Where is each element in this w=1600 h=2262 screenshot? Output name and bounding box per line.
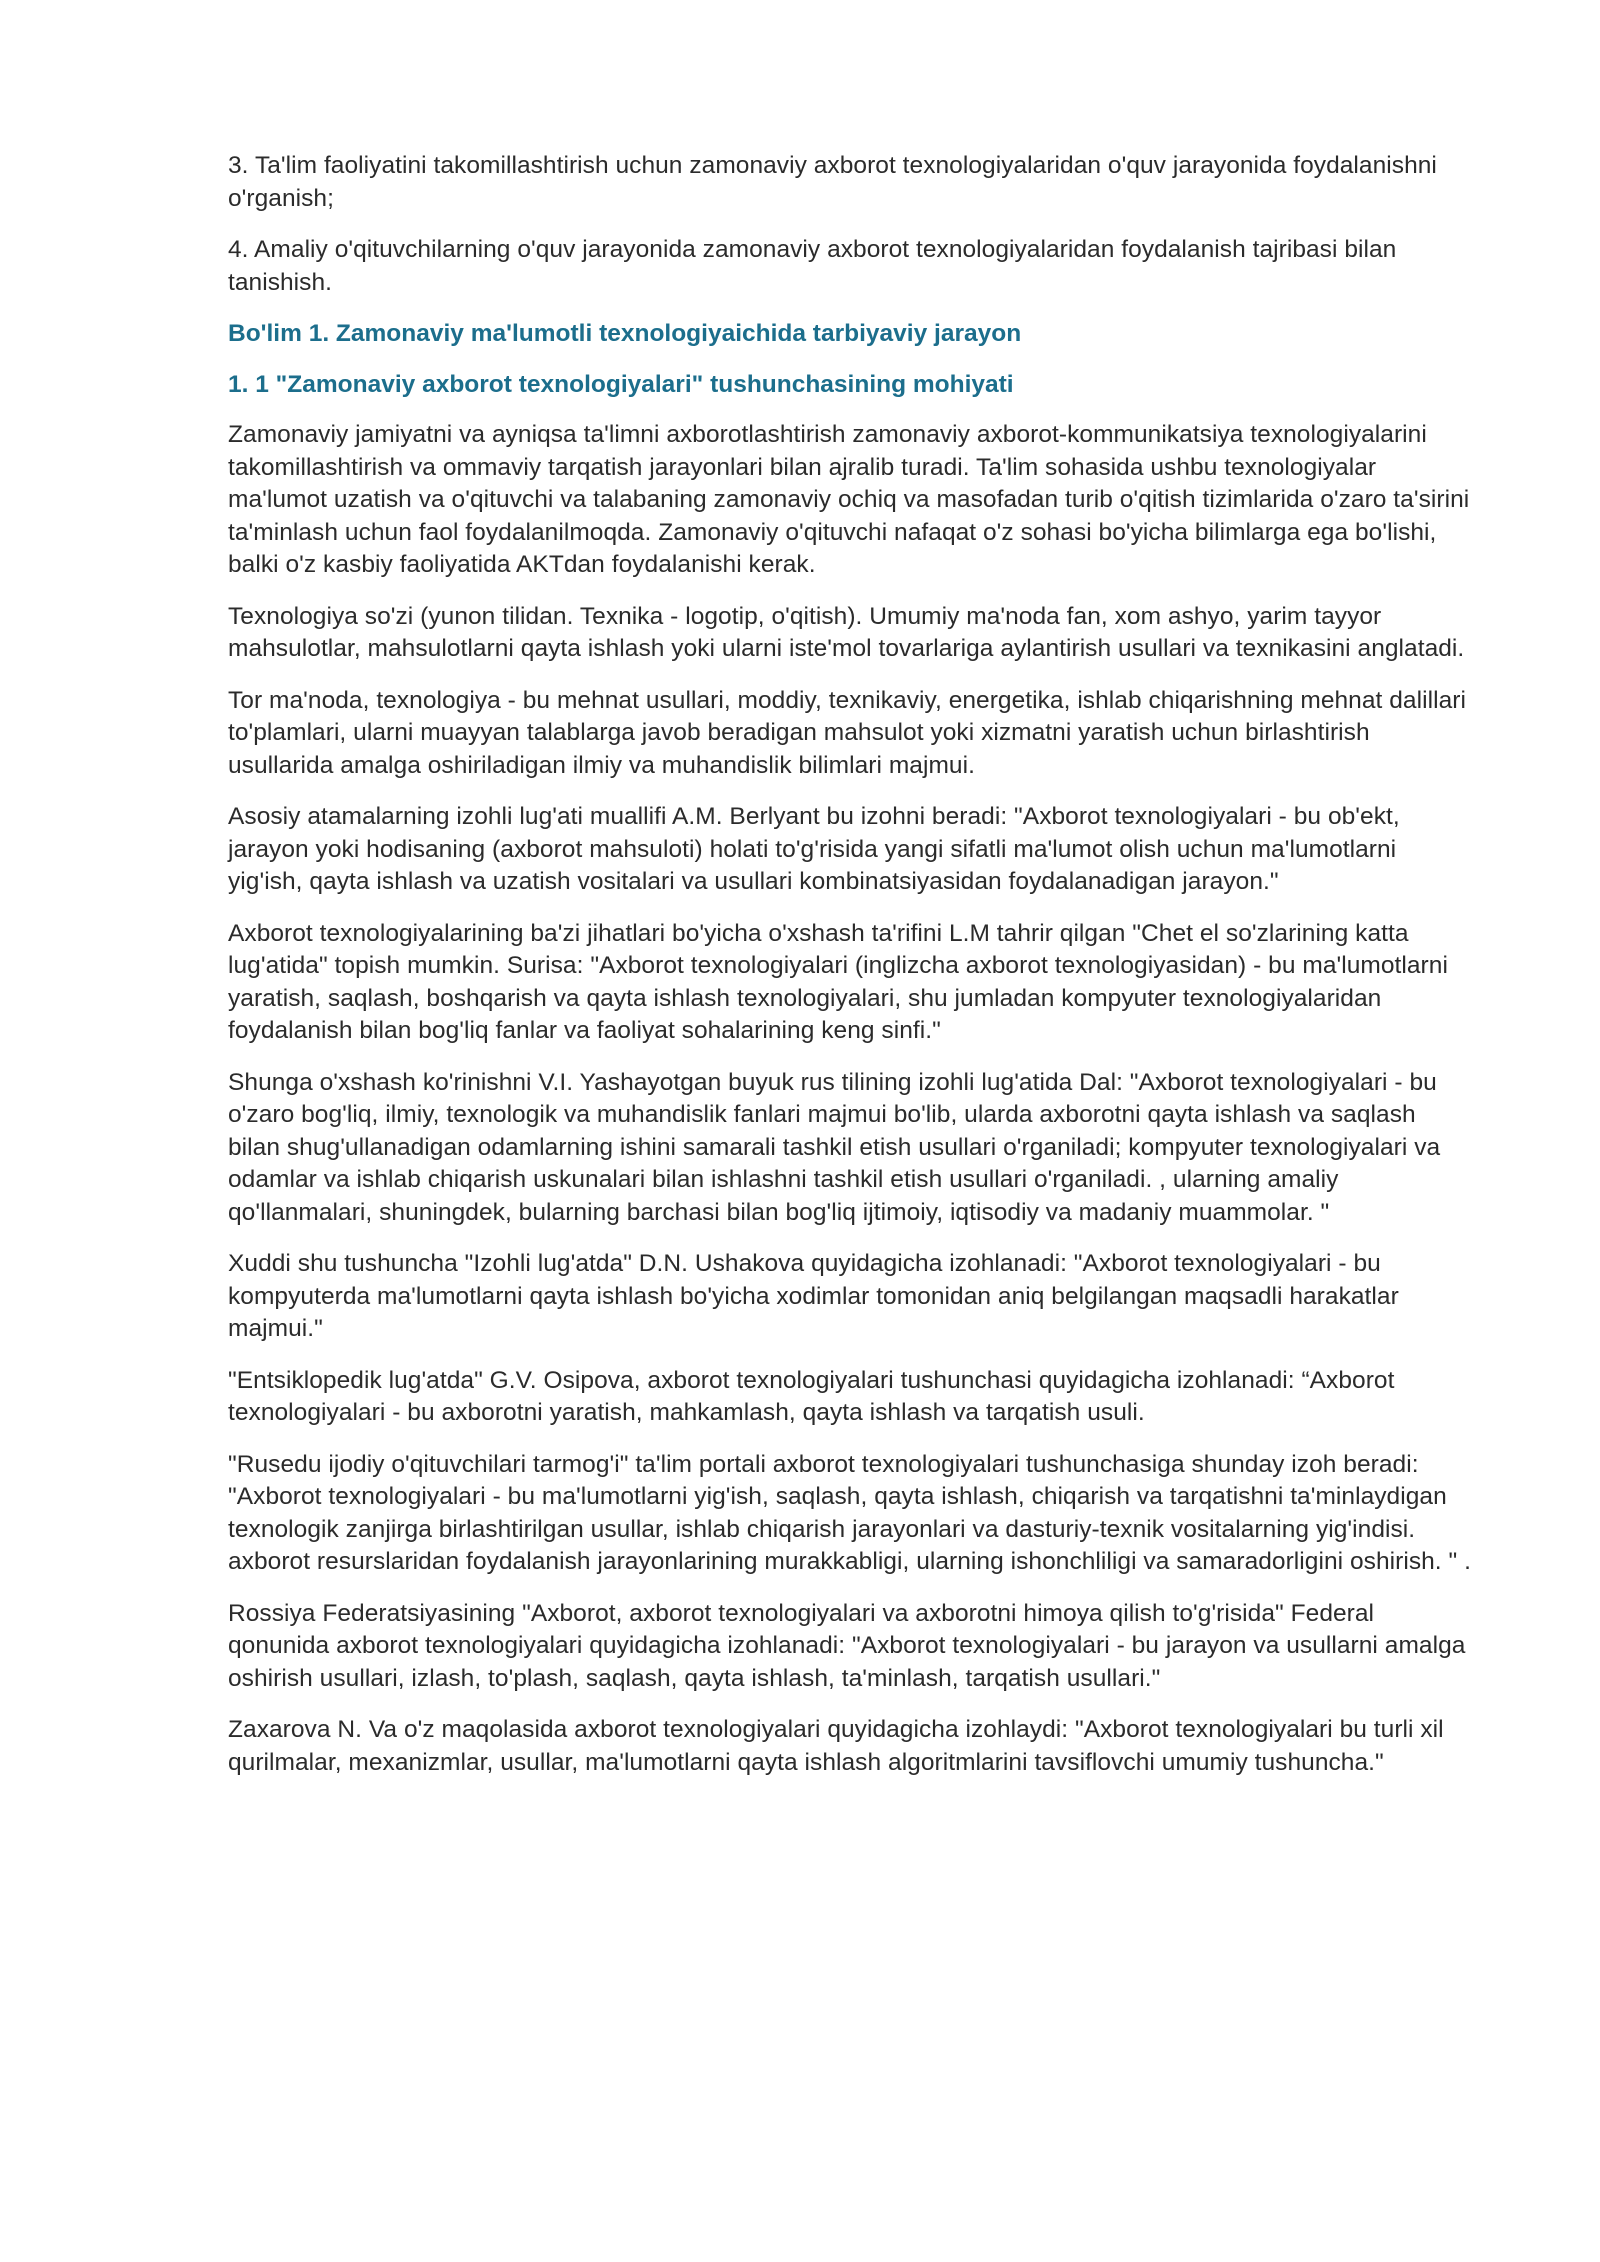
paragraph: Axborot texnologiyalarining ba'zi jihatlari bo'yicha o'xshash ta'rifini L.M tahrir qilgan "Chet el so'zlarining katta lug'atida" topish mumkin. Surisa: "Axborot texnologiyalari (inglizcha axborot texnologiyasidan) - bu ma'lumotlarni yaratish, saqlash, boshqarish va qayta ishlash texnologiyalari, shu jumladan kompyuter texnologiyalaridan foydalanish bilan bog'liq fanlar va faoliyat sohalarining keng sinfi." (228, 919, 1448, 1044)
intro-item-4: 4. Amaliy o'qituvchilarning o'quv jarayonida zamonaviy axborot texnologiyalaridan foydalanish tajribasi bilan tanishish. (228, 236, 1397, 296)
paragraph: Zaxarova N. Va o'z maqolasida axborot texnologiyalari quyidagicha izohlaydi: "Axborot texnologiyalari bu turli xil qurilmalar, mexanizmlar, usullar, ma'lumotlarni qayta ishlash algoritmlarini tavsiflovchi umumiy tushuncha." (228, 1716, 1444, 1776)
section-heading: Bo'lim 1. Zamonaviy ma'lumotli texnologiyaichida tarbiyaviy jarayon (228, 320, 1022, 347)
paragraph: Zamonaviy jamiyatni va ayniqsa ta'limni axborotlashtirish zamonaviy axborot-kommunikatsiya texnologiyalarini takomillashtirish va ommaviy tarqatish jarayonlari bilan ajralib turadi. Ta'lim sohasida ushbu texnologiyalar ma'lumot uzatish va o'qituvchi va talabaning zamonaviy ochiq va masofadan turib o'qitish tizimlarida o'zaro ta'sirini ta'minlash uchun faol foydalanilmoqda. Zamonaviy o'qituvchi nafaqat o'z sohasi bo'yicha bilimlarga ega bo'lishi, balki o'z kasbiy faoliyatida AKTdan foydalanishi kerak. (228, 421, 1470, 578)
paragraph: Asosiy atamalarning izohli lug'ati muallifi A.M. Berlyant bu izohni beradi: "Axborot texnologiyalari - bu ob'ekt, jarayon yoki hodisaning (axborot mahsuloti) holati to'g'risida yangi sifatli ma'lumot olish uchun ma'lumotlarni yig'ish, qayta ishlash va uzatish vositalari va usullari kombinatsiyasidan foydalanadigan jarayon." (228, 803, 1400, 895)
paragraph: "Rusedu ijodiy o'qituvchilari tarmog'i" ta'lim portali axborot texnologiyalari tushunchasiga shunday izoh beradi: "Axborot texnologiyalari - bu ma'lumotlarni yig'ish, saqlash, qayta ishlash, chiqarish va tarqatishni ta'minlaydigan texnologik zanjirga birlashtirilgan usullar, ishlab chiqarish jarayonlari va dasturiy-texnik vositalarning yig'indisi. axborot resurslaridan foydalanish jarayonlarining murakkabligi, ularning ishonchliligi va samaradorligini oshirish. " . (228, 1450, 1471, 1575)
subsection-heading: 1. 1 "Zamonaviy axborot texnologiyalari" tushunchasining mohiyati (228, 370, 1014, 398)
paragraph: Xuddi shu tushuncha "Izohli lug'atda" D.N. Ushakova quyidagicha izohlanadi: "Axborot texnologiyalari - bu kompyuterda ma'lumotlarni qayta ishlash bo'yicha xodimlar tomonidan aniq belgilangan maqsadli harakatlar majmui." (228, 1250, 1399, 1342)
paragraph: Tor ma'noda, texnologiya - bu mehnat usullari, moddiy, texnikaviy, energetika, ishlab chiqarishning mehnat dalillari to'plamlari, ularni muayyan talablarga javob beradigan mahsulot yoki xizmatni yaratish uchun birlashtirish usullarida amalga oshiriladigan ilmiy va muhandislik bilimlari majmui. (228, 686, 1466, 779)
document-page (228, 150, 1473, 1798)
paragraph: Texnologiya so'zi (yunon tilidan. Texnika - logotip, o'qitish). Umumiy ma'noda fan, xom ashyo, yarim tayyor mahsulotlar, mahsulotlarni qayta ishlash yoki ularni iste'mol tovarlariga aylantirish usullari va texnikasini anglatadi. (228, 602, 1465, 662)
paragraph: Shunga o'xshash ko'rinishni V.I. Yashayotgan buyuk rus tilining izohli lug'atida Dal: "Axborot texnologiyalari - bu o'zaro bog'liq, ilmiy, texnologik va muhandislik fanlari majmui bo'lib, ularda axborotni qayta ishlash va saqlash bilan shug'ullanadigan odamlarning ishini samarali tashkil etish usullari o'rganiladi; kompyuter texnologiyalari va odamlar va ishlab chiqarish uskunalari bilan ishlashni tashkil etish usullari o'rganiladi. , ularning amaliy qo'llanmalari, shuningdek, bularning barchasi bilan bog'liq ijtimoiy, iqtisodiy va madaniy muammolar. " (228, 1068, 1441, 1226)
paragraph: "Entsiklopedik lug'atda" G.V. Osipova, axborot texnologiyalari tushunchasi quyidagicha izohlanadi: “Axborot texnologiyalari - bu axborotni yaratish, mahkamlash, qayta ishlash va tarqatish usuli. (228, 1366, 1395, 1426)
paragraph: Rossiya Federatsiyasining "Axborot, axborot texnologiyalari va axborotni himoya qilish to'g'risida" Federal qonunida axborot texnologiyalari quyidagicha izohlanadi: "Axborot texnologiyalari - bu jarayon va usullarni amalga oshirish usullari, izlash, to'plash, saqlash, qayta ishlash, ta'minlash, tarqatish usullari." (228, 1599, 1466, 1692)
intro-item-3: 3. Ta'lim faoliyatini takomillashtirish uchun zamonaviy axborot texnologiyalaridan o'quv jarayonida foydalanishni o'rganish; (228, 152, 1437, 212)
